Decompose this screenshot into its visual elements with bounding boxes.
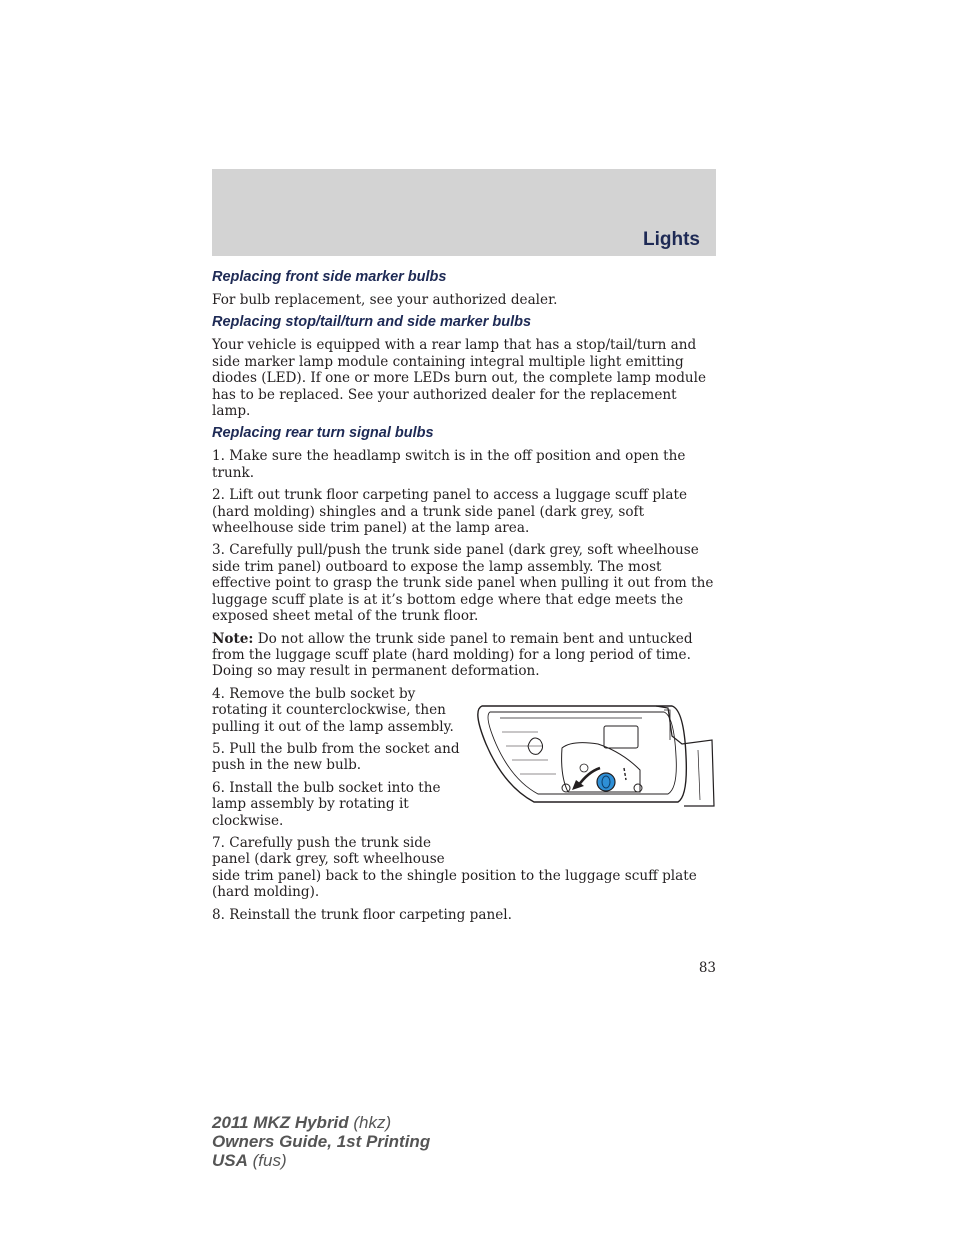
step-7-part-b: side trim panel) back to the shingle position to the luggage scuff plate (hard molding). — [212, 867, 697, 901]
section-title: Lights — [643, 229, 700, 250]
footer-line-3 — [212, 1151, 430, 1170]
note-paragraph — [212, 631, 716, 680]
step-4: 4. Remove the bulb socket by rotating it counterclockwise, then pulling it out of the lamp assembly. — [212, 685, 454, 735]
step-5: 5. Pull the bulb from the socket and push in the new bulb. — [212, 740, 460, 774]
note-text: Do not allow the trunk side panel to remain bent and untucked from the luggage scuff plate (hard molding) for a long period of time. Doing so may result in permanent deformation. — [212, 630, 693, 680]
footer-model-code: (hkz) — [348, 1113, 392, 1132]
note-label: Note: — [212, 630, 254, 647]
heading-rear-turn: Replacing rear turn signal bulbs — [212, 425, 434, 442]
section-header-band — [212, 169, 716, 256]
step-8: 8. Reinstall the trunk floor carpeting panel. — [212, 906, 512, 923]
footer-line-1 — [212, 1113, 430, 1132]
page-number: 83 — [698, 960, 716, 976]
rear-lamp-bulb-socket-illustration — [472, 696, 716, 812]
document-footer — [212, 1113, 430, 1170]
lamp-assembly-icon — [472, 696, 716, 812]
step-7 — [212, 835, 716, 901]
step-2: 2. Lift out trunk floor carpeting panel to access a luggage scuff plate (hard molding) shingles and a trunk side panel (dark grey, soft wheelhouse side trim panel) at the lamp area. — [212, 487, 688, 537]
step-1: 1. Make sure the headlamp switch is in the off position and open the trunk. — [212, 448, 686, 481]
footer-model: 2011 MKZ Hybrid — [212, 1113, 349, 1132]
footer-market: USA — [212, 1151, 248, 1170]
footer-line-2 — [212, 1132, 430, 1151]
step-6: 6. Install the bulb socket into the lamp assembly by rotating it clockwise. — [212, 779, 441, 829]
footer-guide: Owners Guide, 1st Printing — [212, 1132, 431, 1151]
page-content — [212, 266, 716, 929]
heading-stop-tail-turn: Replacing stop/tail/turn and side marker bulbs — [212, 314, 532, 331]
footer-market-code: (fus) — [247, 1151, 287, 1170]
step-7-part-a: 7. Carefully push the trunk side panel (dark grey, soft wheelhouse — [212, 834, 445, 868]
step-3: 3. Carefully pull/push the trunk side panel (dark grey, soft wheelhouse side trim panel) outboard to expose the lamp assembly. The most effective point to grasp the trunk side panel when pulling it out from the luggage scuff plate is at it’s bottom edge where that edge meets the exposed sheet metal of the trunk floor. — [212, 542, 714, 625]
front-marker-text: For bulb replacement, see your authorized dealer. — [212, 292, 558, 308]
stop-tail-text: Your vehicle is equipped with a rear lamp that has a stop/tail/turn and side marker lamp module containing integral multiple light emitting diodes (LED). If one or more LEDs burn out, the complete lamp module has to be replaced. See your authorized dealer for the replacement lamp. — [212, 337, 707, 420]
heading-front-marker: Replacing front side marker bulbs — [212, 269, 447, 285]
